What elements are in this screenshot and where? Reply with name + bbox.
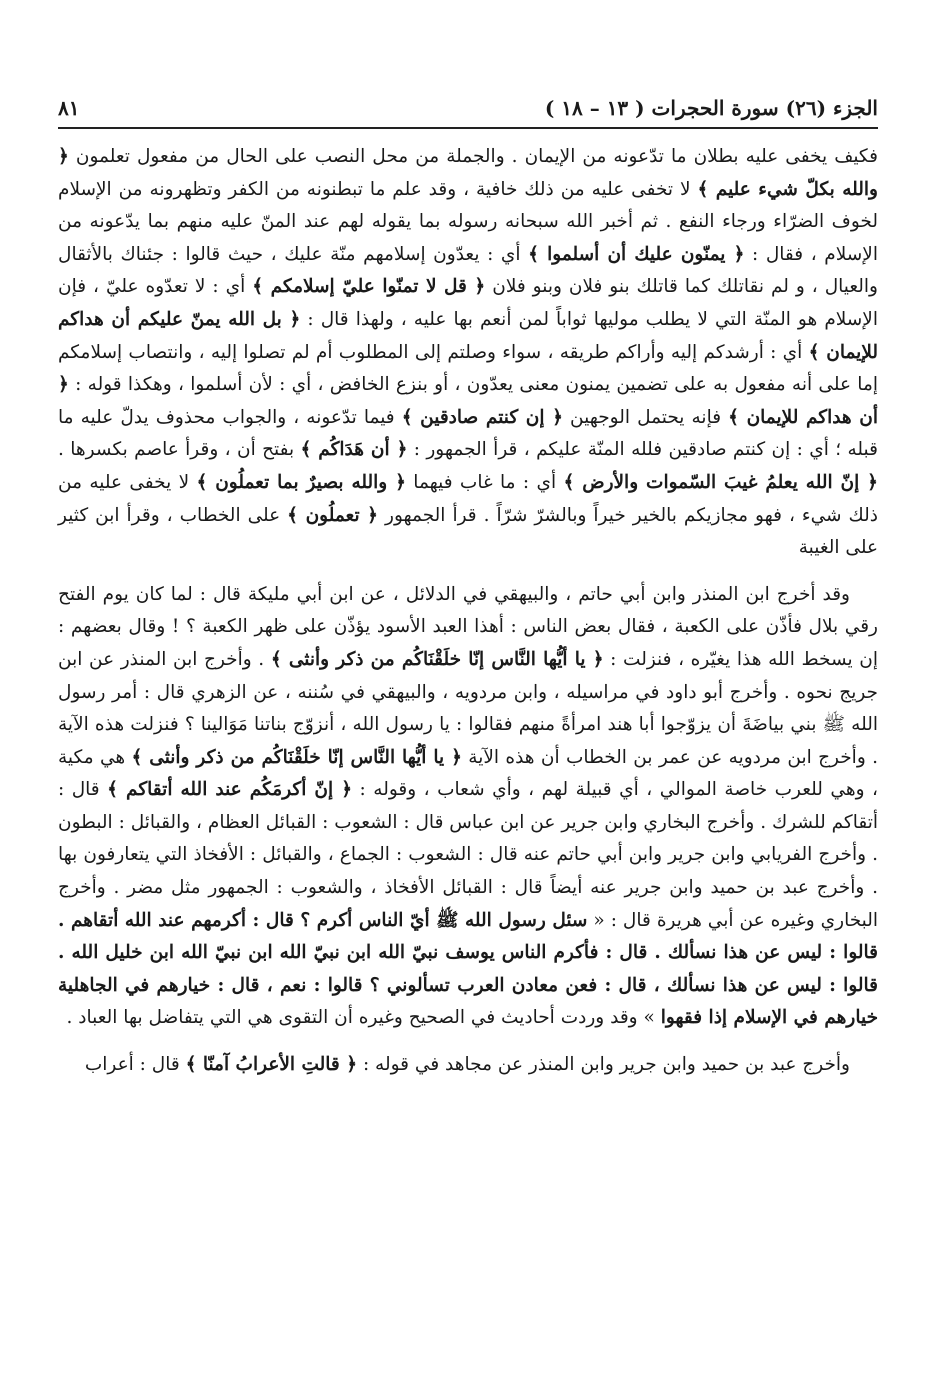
commentary-text: وقد أخرج ابن المنذر وابن أبي حاتم ، والبيهقي في الدلائل ، عن ابن أبي مليكة قال : لما كان يوم الفتح رقي بلال فأذّن على الكعبة ، فقال بعض الناس : أهذا العبد الأسود يؤذّن على ظهر الكعبة ؟ ! وقال بعضهم : إن يسخط الله هذا يغيّره ، فنزلت : <box>58 583 878 670</box>
commentary-text: وأخرج عبد بن حميد وابن جرير وابن المنذر عن مجاهد في قوله : <box>357 1054 850 1076</box>
quranic-or-hadith-quote: ﴿ أن هداكم للإيمان ﴾ <box>58 374 879 428</box>
commentary-text: فإنه يحتمل الوجهين <box>562 406 729 428</box>
quranic-or-hadith-quote: ﴿ يا أيُّها النَّاس إنّا خلَقْنَاكُم من ذكر وأنثى ﴾ <box>131 746 462 768</box>
quranic-or-hadith-quote: ﴿ إنّ الله يعلمُ غيبَ السّموات والأرض ﴾ <box>563 471 878 493</box>
commentary-text: لا يخفى عليه من ذلك شيء ، فهو مجازيكم بالخير خيراً وبالشرّ شرّاً . قرأ الجمهور <box>58 471 879 526</box>
quranic-or-hadith-quote: ﴿ إن كنتم صادقين ﴾ <box>401 406 563 428</box>
quranic-or-hadith-quote: ﴿ قالتِ الأعرابُ آمنّا ﴾ <box>185 1054 358 1076</box>
quranic-or-hadith-quote: ﴿ يا أيُّها النَّاس إنّا خلَقْنَاكُم من ذكر وأنثى ﴾ <box>270 648 604 670</box>
commentary-text: على الخطاب ، وقرأ ابن كثير على الغيبة <box>58 504 878 559</box>
commentary-text: لا تخفى عليه من ذلك خافية ، وقد علم ما تبطنونه من الكفر وتظهرونه من الإسلام لخوف الضرّاء ورجاء النفع . ثم أخبر الله سبحانه رسوله بما يقوله لهم عند المنّ عليه منهم بما يدّعونه من الإسلام ، فقال : <box>58 178 878 265</box>
commentary-text: . وأخرج ابن المنذر عن ابن جريج نحوه . وأخرج أبو داود في مراسيله ، وابن مردويه ، والبيهقي في سُننه ، عن الزهري قال : أمر رسول الله ﷺ بني بياضَةَ أن يزوّجوا أبا هند امرأةً منهم فقالوا : يا رسول الله ، أنزوّج بناتنا مَوَالينا ؟ فنزلت هذه الآية . وأخرج ابن مردويه عن عمر بن الخطاب أن هذه الآية <box>58 648 878 768</box>
commentary-text: هي مكية ، وهي للعرب خاصة الموالي ، أي قبيلة لهم ، وأي شعاب ، وقوله : <box>58 746 878 801</box>
page-header <box>58 96 878 124</box>
quranic-or-hadith-quote: ﴿ يمنّون عليك أن أسلموا ﴾ <box>528 243 745 265</box>
commentary-text: بفتح أن ، وقرأ عاصم بكسرها . <box>58 439 301 461</box>
quranic-or-hadith-quote: ﴿ إنّ أكرمَكُم عند الله أتقاكم ﴾ <box>107 779 353 801</box>
paragraph <box>58 579 878 1035</box>
quranic-or-hadith-quote: ﴿ والله بصيرٌ بما تعملُون ﴾ <box>196 471 406 493</box>
quranic-or-hadith-quote: ﴿ قل لا تمنّوا عليّ إسلامكم ﴾ <box>252 276 486 298</box>
quranic-or-hadith-quote: ﴿ أن هَدَاكُم ﴾ <box>300 439 408 461</box>
quranic-or-hadith-quote: ﴿ بل الله يمنّ عليكم أن هداكم للإيمان ﴾ <box>58 308 878 363</box>
running-title: الجزء (٢٦) سورة الحجرات ( ١٣ – ١٨ ) <box>544 96 878 120</box>
commentary-text: قال : أعراب <box>84 1054 186 1076</box>
page-body <box>58 141 878 1082</box>
paragraph <box>58 141 878 565</box>
commentary-text: فكيف يخفى عليه بطلان ما تدّعونه من الإيمان . والجملة من محل النصب على الحال من مفعول تعلمون <box>68 146 878 167</box>
page-number: ٨١ <box>58 96 80 120</box>
quranic-or-hadith-quote: ﴿ تعملُون ﴾ <box>287 504 379 526</box>
commentary-text: أي : ما غاب فيهما <box>405 471 564 493</box>
quranic-or-hadith-quote: سئل رسول الله ﷺ أيّ الناس أكرم ؟ قال : أكرمهم عند الله أتقاهم . قالوا : ليس عن هذا نسألك . قال : فأكرم الناس يوسف نبيّ الله ابن نبيّ الله ابن نبيّ الله ابن خليل الله . قالوا : ليس عن هذا نسألك ، قال : فعن معادن العرب تسألوني ؟ قالوا : نعم ، قال : خيارهم في الجاهلية خيارهم في الإسلام إذا فقهوا <box>58 909 879 1029</box>
paragraph <box>58 1049 878 1082</box>
commentary-text: أي : يعدّون إسلامهم منّة عليك ، حيث قالوا : جئناك بالأثقال والعيال ، و لم نقاتلك كما قاتلك بنو فلان وبنو فلان <box>58 243 878 298</box>
commentary-text: أي : أرشدكم إليه وأراكم طريقه ، سواء وصلتم إلى المطلوب أم لم تصلوا إليه ، وانتصاب إسلامكم إما على أنه مفعول به على تضمين يمنون معنى يعدّون ، أو بنزع الخافض ، أي : لأن أسلموا ، وهكذا قوله : <box>58 341 878 396</box>
commentary-text: أي : لا تعدّوه عليّ ، فإن الإسلام هو المنّة التي لا يطلب موليها ثواباً لمن أنعم بها عليه ، ولهذا قال : <box>58 276 878 330</box>
commentary-text: » وقد وردت أحاديث في الصحيح وغيره أن التقوى هي التي يتفاضل بها العباد . <box>66 1007 661 1029</box>
quranic-or-hadith-quote: ﴿ والله بكلّ شيء عليم ﴾ <box>58 146 878 200</box>
commentary-text: قال : أتقاكم للشرك . وأخرج البخاري وابن جرير عن ابن عباس قال : الشعوب : القبائل العظام ، والقبائل : البطون . وأخرج الفريابي وابن جرير وابن أبي حاتم عنه قال : الشعوب : الجماع ، والقبائل : الأفخاذ التي يتعارفون بها . وأخرج عبد بن حميد وابن جرير عنه أيضاً قال : القبائل الأفخاذ ، والشعوب : الجمهور مثل مضر . وأخرج البخاري وغيره عن أبي هريرة قال : « <box>58 779 879 931</box>
header-divider <box>58 127 878 129</box>
commentary-text: فيما تدّعونه ، والجواب محذوف يدلّ عليه ما قبله ؛ أي : إن كنتم صادقين فلله المنّة عليكم ، قرأ الجمهور : <box>58 406 878 461</box>
